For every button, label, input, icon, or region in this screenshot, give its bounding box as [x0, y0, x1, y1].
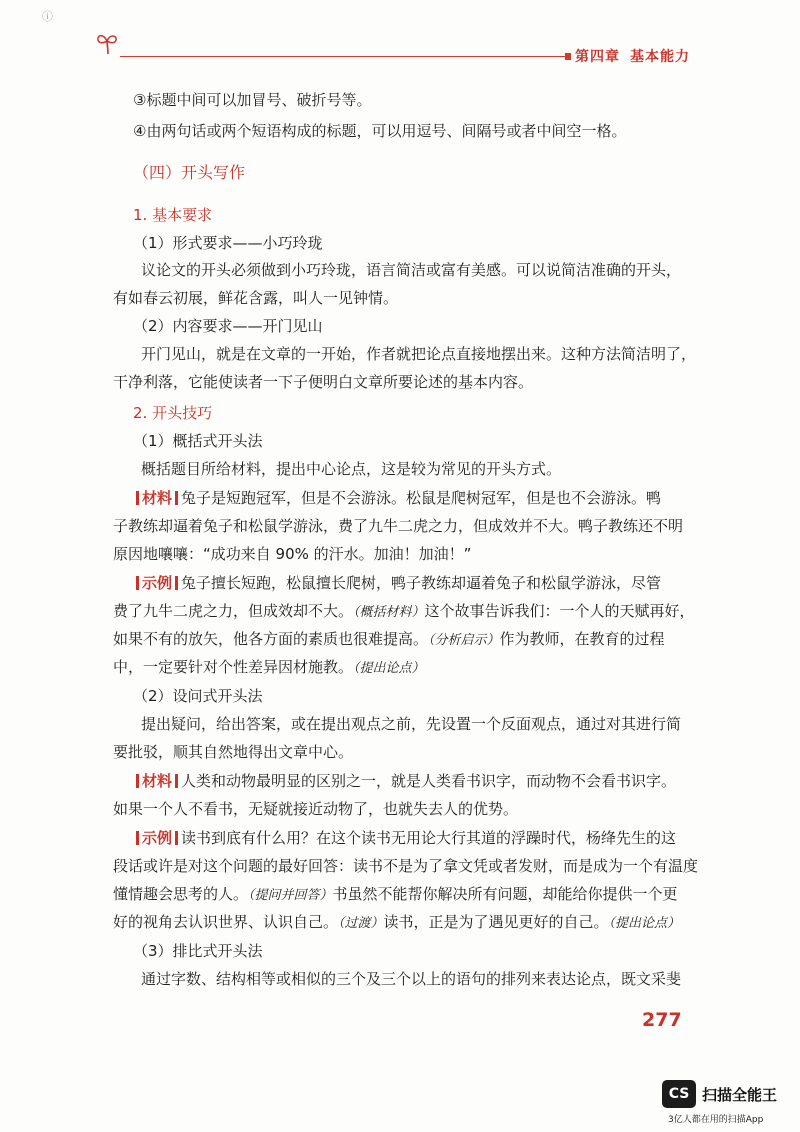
paragraph-line: 概括题目所给材料，提出中心论点，这是较为常见的开头方式。 [141, 460, 562, 478]
text-run: 书虽然不能帮你解决所有问题，却能给你提供一个更 [332, 885, 678, 903]
text-run: 这个故事告诉我们：一个人的天赋再好， [424, 602, 695, 620]
paragraph-line: 开门见山，就是在文章的一开始，作者就把论点直接地摆出来。这种方法简洁明了， [141, 345, 697, 363]
paragraph-line: 通过字数、结构相等或相似的三个及三个以上的语句的排列来表达论点，既文采斐 [141, 970, 682, 988]
page-number: 277 [642, 1009, 682, 1031]
text-run: 读书，正是为了遇见更好的自己。 [383, 913, 609, 931]
material-text: 人类和动物最明显的区别之一，就是人类看书识字，而动物不会看书识字。 [181, 772, 677, 790]
scanner-logo-icon: CS [662, 1080, 696, 1108]
scanner-app-name: 扫描全能王 [702, 1086, 778, 1104]
example-tag-label: 示例 [142, 829, 173, 847]
annotation: （概括材料） [353, 605, 425, 620]
example-tag-label: 示例 [142, 574, 173, 592]
paragraph-line: 提出疑问，给出答案，或在提出观点之前，先设置一个反面观点，通过对其进行简 [141, 715, 682, 733]
example-tag [133, 574, 181, 592]
text-run: 好的视角去认识世界、认识自己。 [113, 913, 339, 931]
material-tag-label: 材料 [142, 772, 173, 790]
paragraph-line: 议论文的开头必须做到小巧玲珑，语言简洁或富有美感。可以说简洁准确的开头， [141, 261, 682, 279]
paragraph-line [113, 629, 665, 651]
item-heading: （3）排比式开头法 [133, 942, 263, 960]
text-run: 作为教师，在教育的过程 [499, 630, 665, 648]
paragraph-line [113, 912, 680, 934]
chapter-header [575, 46, 690, 66]
paragraph-line [113, 884, 678, 906]
paragraph-line [113, 601, 695, 623]
header-rule-end [565, 53, 571, 60]
item-heading: （2）设问式开头法 [133, 687, 263, 705]
corner-mark: ⓘ [42, 10, 53, 23]
example-text: 读书到底有什么用？在这个读书无用论大行其道的浮躁时代，杨绛先生的这 [181, 829, 677, 847]
scanner-watermark [662, 1080, 796, 1124]
text-run: 如果不有的放矢，他各方面的素质也很难提高。 [113, 630, 429, 648]
paragraph-line [113, 657, 425, 679]
paragraph-line: ④由两句话或两个短语构成的标题，可以用逗号、间隔号或者中间空一格。 [133, 122, 627, 140]
scanner-tagline: 3亿人都在用的扫描App [668, 1115, 764, 1125]
chapter-number: 第四章 [575, 49, 620, 65]
material-tag [133, 489, 181, 507]
header-rule [120, 56, 565, 57]
annotation: （过渡） [338, 916, 384, 931]
chapter-name: 基本能力 [630, 49, 690, 65]
example-tag [133, 829, 181, 847]
annotation: （提出论点） [608, 916, 681, 931]
subsection-heading: 2. 开头技巧 [133, 404, 213, 422]
paragraph-line: 子教练却逼着兔子和松鼠学游泳，费了九牛二虎之力，但成效并不大。鸭子教练还不明 [113, 517, 684, 535]
paragraph-line: 要批驳，顺其自然地得出文章中心。 [113, 743, 354, 761]
item-heading: （2）内容要求——开门见山 [133, 317, 323, 335]
section-heading: （四）开头写作 [133, 163, 246, 182]
annotation: （提问并回答） [248, 888, 333, 903]
annotation: （分析启示） [428, 633, 500, 648]
text-run: 懂情趣会思考的人。 [113, 885, 249, 903]
paragraph-line: 干净利落，它能使读者一下子便明白文章所要论述的基本内容。 [113, 373, 534, 391]
example-line [133, 828, 676, 848]
material-tag-label: 材料 [142, 489, 173, 507]
subsection-heading: 1. 基本要求 [133, 206, 213, 224]
example-text: 兔子擅长短跑，松鼠擅长爬树，鸭子教练却逼着兔子和松鼠学游泳，尽管 [181, 574, 662, 592]
material-tag [133, 772, 181, 790]
annotation: （提出论点） [353, 661, 425, 676]
paragraph-line: 有如春云初展，鲜花含露，叫人一见钟情。 [113, 289, 399, 307]
paragraph-line: 原因地嚷嚷：“成功来自 90% 的汗水。加油！加油！” [113, 545, 472, 563]
example-line [133, 573, 661, 593]
item-heading: （1）形式要求——小巧玲珑 [133, 234, 323, 252]
material-line [133, 488, 661, 508]
text-run: 中，一定要针对个性差异因材施教。 [113, 658, 354, 676]
paragraph-line: ③标题中间可以加冒号、破折号等。 [133, 91, 372, 109]
material-text: 兔子是短跑冠军，但是不会游泳。松鼠是爬树冠军，但是也不会游泳。鸭 [181, 489, 662, 507]
item-heading: （1）概括式开头法 [133, 432, 263, 450]
paragraph-line: 段话或许是对这个问题的最好回答：读书不是为了拿文凭或者发财，而是成为一个有温度 [113, 857, 699, 875]
sprout-icon [95, 30, 121, 56]
material-line [133, 771, 676, 791]
text-run: 费了九牛二虎之力，但成效却不大。 [113, 602, 354, 620]
paragraph-line: 如果一个人不看书，无疑就接近动物了，也就失去人的优势。 [113, 800, 519, 818]
